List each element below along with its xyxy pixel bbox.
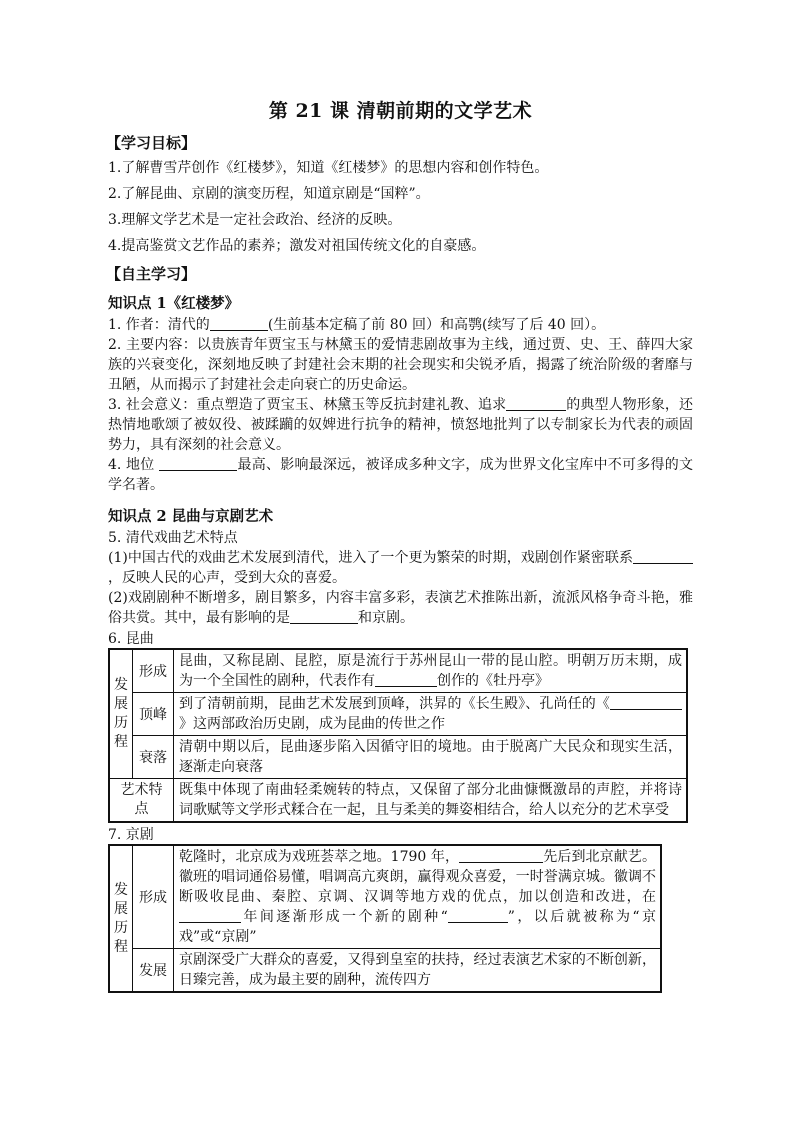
jingju-sub-label: 形成 [133,845,174,949]
kunqu-cell: 清朝中期以后，昆曲逐步陷入因循守旧的境地。由于脱离广大民众和现实生活，逐渐走向衰落 [174,736,688,779]
kp1-author [108,315,693,335]
fill-blank[interactable] [290,609,358,624]
kunqu-art-label-cell [109,779,174,823]
goals-heading [106,132,693,153]
jingju-table [108,844,662,993]
kunqu-cell [174,693,688,736]
kp1-heading: 知识点 1《红楼梦》 [108,295,240,312]
jingju-dev-cell: 京剧深受广大群众的喜爱，又得到皇室的扶持，经过表演艺术家的不断创新，日臻完善，成为最主要的剧种，流传四方 [174,949,662,993]
kunqu-sub-label: 形成 [133,649,174,693]
text: (1)中国古代的戏曲艺术发展到清代，进入了一个更为繁荣的时期，戏剧创作紧密联系 [108,550,633,566]
text: 艺术特 [120,782,163,798]
fill-blank[interactable] [210,316,268,331]
cat-char: 发 [114,881,128,898]
goals-heading-text: 【学习目标】 [106,134,197,152]
fill-blank[interactable] [179,908,241,923]
worksheet-page [108,96,693,993]
text: ，反映人民的心声，受到大众的喜爱。 [108,570,346,586]
kp2-q5: 5. 清代戏曲艺术特点 [108,530,238,546]
kunqu-table [108,648,688,823]
text: 年间逐渐形成一个新的剧种“ [241,909,448,925]
kunqu-category-cell [109,649,133,779]
cat-char: 发 [114,677,128,693]
kunqu-art-cell: 既集中体现了南曲轻柔婉转的特点，又保留了部分北曲慷慨激昂的声腔，并将诗词歌赋等文学形式糅合在一起，且与柔美的舞姿相结合，给人以充分的艺术享受 [174,779,688,823]
kp1-content: 2. 主要内容：以贵族青年贾宝玉与林黛玉的爱情悲剧故事为主线，通过贾、史、王、薛四大家族的兴衰变化，深刻地反映了封建社会末期的社会现实和尖锐矛盾，揭露了统治阶级的奢靡与丑陋，从而揭示了封建社会走向衰亡的历史命运。 [108,337,693,393]
fill-blank[interactable] [375,672,437,687]
text: 1. 作者：清代的 [108,317,210,333]
fill-blank[interactable] [506,396,566,411]
fill-blank[interactable] [610,695,682,710]
cat-char: 历 [114,715,128,731]
page-title: 第 21 课 清朝前期的文学艺术 [268,100,533,122]
jingju-category-cell [109,845,133,992]
text: 4. 地位 [108,457,160,473]
text: (2)戏剧剧种不断增多，剧目繁多，内容丰富多彩，表演艺术推陈出新，流派风格争奇斗艳，雅俗共赏。其中，最有影响的是 [108,590,693,626]
goal-item: 3.理解文学艺术是一定社会政治、经济的反映。 [108,212,402,228]
fill-blank[interactable] [448,908,508,923]
kp2-heading: 知识点 2 昆曲与京剧艺术 [108,508,274,525]
kunqu-sub-label: 顶峰 [133,693,174,736]
kp1-status [108,455,693,495]
goal-item: 2.了解昆曲、京剧的演变历程，知道京剧是“国粹”。 [108,186,430,202]
text: (生前基本定稿了前 80 回）和高鹗(续写了后 40 回）。 [267,317,606,333]
text: 》这两部政治历史剧，成为昆曲的传世之作 [179,716,445,732]
text: 3. 社会意义：重点塑造了贾宝玉、林黛玉等反抗封建礼教、追求 [108,397,507,413]
fill-blank[interactable] [633,549,693,564]
text: 最高、影响最深远，被译成多种文字，成为世界文化宝库中不可多得的文学名著。 [108,457,693,493]
text: 点 [134,801,149,817]
fill-blank[interactable] [459,848,543,863]
kp2-q5-1 [108,548,693,588]
cat-char: 展 [114,696,128,712]
kp2-q5-2 [108,588,693,628]
kunqu-sub-label: 衰落 [133,736,174,779]
fill-blank[interactable] [159,456,237,471]
self-study-heading: 【自主学习】 [106,265,197,283]
cat-char: 程 [114,938,128,955]
text: ”，以后就被称为“京戏”或“京剧” [179,909,656,945]
jingju-sub-label: 发展 [133,949,174,993]
kunqu-cell [174,649,688,693]
cat-char: 历 [114,919,128,936]
jingju-form-cell [174,845,662,949]
text: 的典型人物形象，还热情地歌颂了被奴役、被蹂躏的奴婢进行抗争的精神，愤怒地批判了以专制家长为代表的顽固势力，具有深刻的社会意义。 [108,397,693,453]
text: 昆曲，又称昆剧、昆腔，原是流行于苏州昆山一带的昆山腔。明朝万历末期，成为一个全国性的剧种，代表作有 [179,653,682,689]
text: 乾隆时，北京成为戏班荟萃之地。1790 年， [179,849,460,865]
text: 到了清朝前期，昆曲艺术发展到顶峰，洪昇的《长生殿》、孔尚任的《 [179,696,610,712]
jingju-label: 7. 京剧 [108,827,154,843]
kunqu-label: 6. 昆曲 [108,631,154,647]
kp1-significance [108,395,693,455]
text: 先后到北京献艺。徽班的唱词通俗易懂，唱调高亢爽朗，赢得观众喜爱，一时誉满京城。徽调不断吸收昆曲、秦腔、京调、汉调等地方戏的优点，加以创造和改进，在 [179,849,657,905]
cat-char: 展 [114,900,128,917]
cat-char: 程 [114,734,128,750]
goal-item: 4.提高鉴赏文艺作品的素养；激发对祖国传统文化的自豪感。 [108,238,486,254]
goal-item: 1.了解曹雪芹创作《红楼梦》，知道《红楼梦》的思想内容和创作特色。 [108,160,549,176]
text: 创作的《牡丹亭》 [437,673,549,689]
text: 和京剧。 [358,610,414,626]
